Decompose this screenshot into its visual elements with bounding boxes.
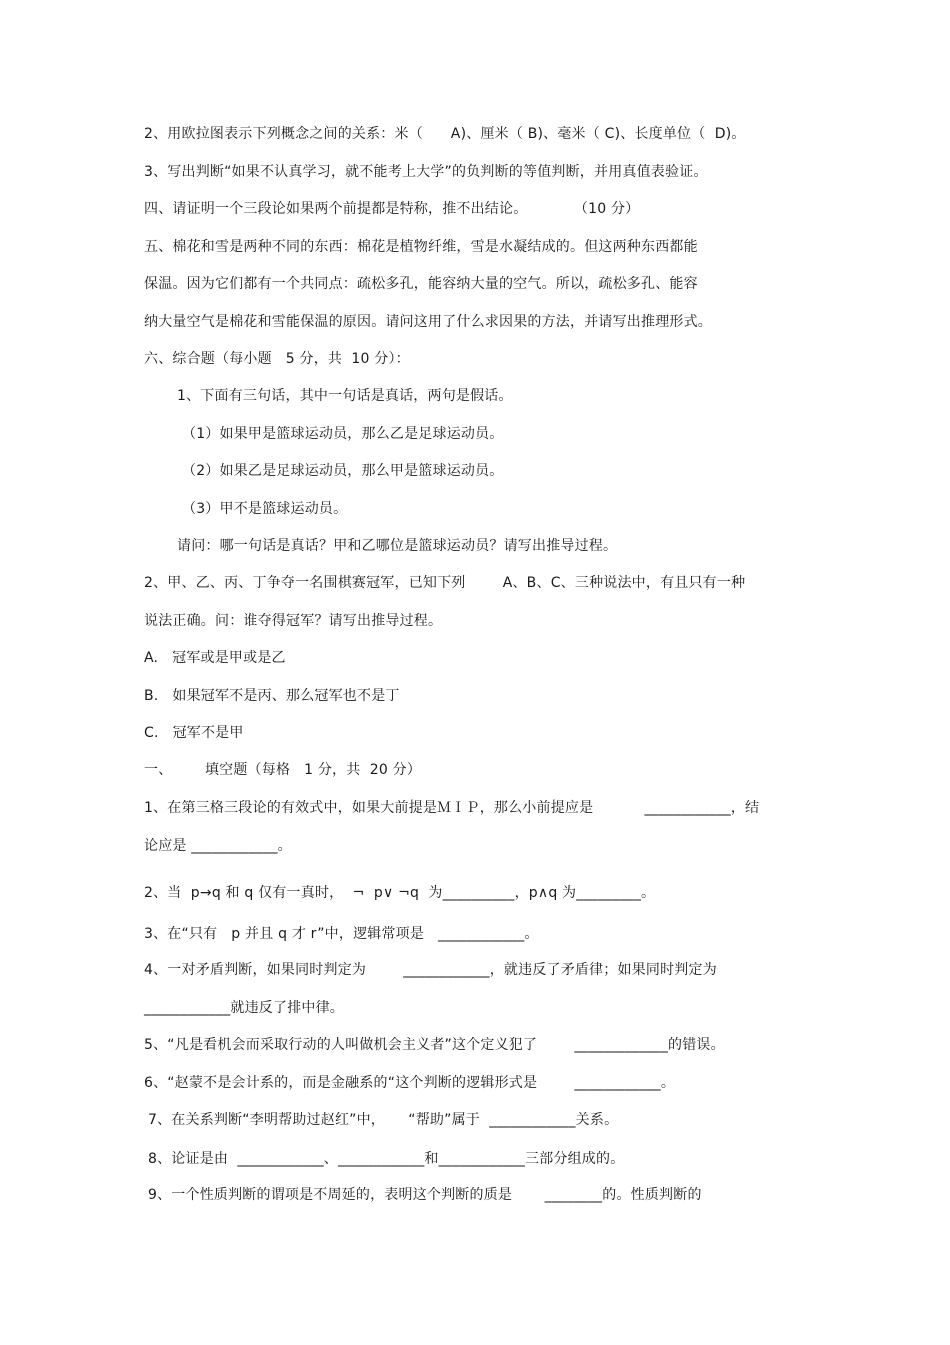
fill-blank-q2: 2、当 p→q 和 q 仅有一真时， ¬ p∨ ¬q 为__________，p∧q 为_________。 <box>144 885 656 901</box>
fill-blank-q4-line-1: 4、一对矛盾判断，如果同时判定为 ____________，就违反了矛盾律；如果同时判定为 <box>144 962 717 978</box>
fill-blank-q1-line-2: 论应是 ____________。 <box>144 838 292 854</box>
fill-blank-q4-line-2: ____________就违反了排中律。 <box>144 1000 344 1016</box>
section-4-syllogism: 四、请证明一个三段论如果两个前提都是特称，推不出结论。 （10 分） <box>144 201 640 217</box>
section-6-q2-line-2: 说法正确。问：谁夺得冠军？请写出推导过程。 <box>144 613 443 629</box>
section-6-q1-statement-1: （1）如果甲是篮球运动员，那么乙是足球运动员。 <box>182 426 504 442</box>
section-5-line-2: 保温。因为它们都有一个共同点：疏松多孔，能容纳大量的空气。所以，疏松多孔、能容 <box>144 276 698 292</box>
fill-blank-q5: 5、“凡是看机会而采取行动的人叫做机会主义者”这个定义犯了 _____________的错误。 <box>144 1037 725 1053</box>
section-6-q1-statement-2: （2）如果乙是足球运动员，那么甲是篮球运动员。 <box>182 463 504 479</box>
section-6-heading: 六、综合题（每小题 5 分，共 10 分）： <box>144 351 410 367</box>
question-3-negation: 3、写出判断“如果不认真学习，就不能考上大学”的负判断的等值判断，并用真值表验证。 <box>144 164 708 180</box>
fill-blank-heading: 一、 填空题（每格 1 分，共 20 分） <box>144 762 422 778</box>
fill-blank-q3: 3、在“只有 p 并且 q 才 r”中，逻辑常项是 ____________。 <box>144 926 539 942</box>
section-5-line-3: 纳大量空气是棉花和雪能保温的原因。请问这用了什么求因果的方法，并请写出推理形式。 <box>144 314 712 330</box>
question-2-euler: 2、用欧拉图表示下列概念之间的关系：米（ A)、厘米（ B)、毫米（ C)、长度单位（ D)。 <box>144 126 746 142</box>
fill-blank-q8: 8、论证是由 ____________、____________和____________三部分组成的。 <box>148 1151 625 1167</box>
section-5-line-1: 五、棉花和雪是两种不同的东西：棉花是植物纤维，雪是水凝结成的。但这两种东西都能 <box>144 239 698 255</box>
section-6-q1-intro: 1、下面有三句话，其中一句话是真话，两句是假话。 <box>177 388 513 404</box>
section-6-q2-option-b: B. 如果冠军不是丙、那么冠军也不是丁 <box>144 688 400 704</box>
fill-blank-q6: 6、“赵蒙不是会计系的，而是金融系的“这个判断的逻辑形式是 ____________。 <box>144 1075 676 1091</box>
section-6-q1-question: 请问：哪一句话是真话？甲和乙哪位是篮球运动员？请写出推导过程。 <box>177 538 618 554</box>
fill-blank-q1-line-1: 1、在第三格三段论的有效式中，如果大前提是ＭＩＰ，那么小前提应是 ____________，结 <box>144 800 760 816</box>
fill-blank-q7: 7、在关系判断“李明帮助过赵红”中， “帮助”属于 ____________关系。 <box>148 1112 619 1128</box>
section-6-q1-statement-3: （3）甲不是篮球运动员。 <box>182 501 348 517</box>
section-6-q2-option-c: C. 冠军不是甲 <box>144 725 244 741</box>
section-6-q2-option-a: A. 冠军或是甲或是乙 <box>144 650 286 666</box>
fill-blank-q9: 9、一个性质判断的谓项是不周延的，表明这个判断的质是 ________的。性质判断的 <box>148 1187 702 1203</box>
section-6-q2-line-1: 2、甲、乙、丙、丁争夺一名围棋赛冠军，已知下列 A、B、C、三种说法中，有且只有一种 <box>144 575 746 591</box>
